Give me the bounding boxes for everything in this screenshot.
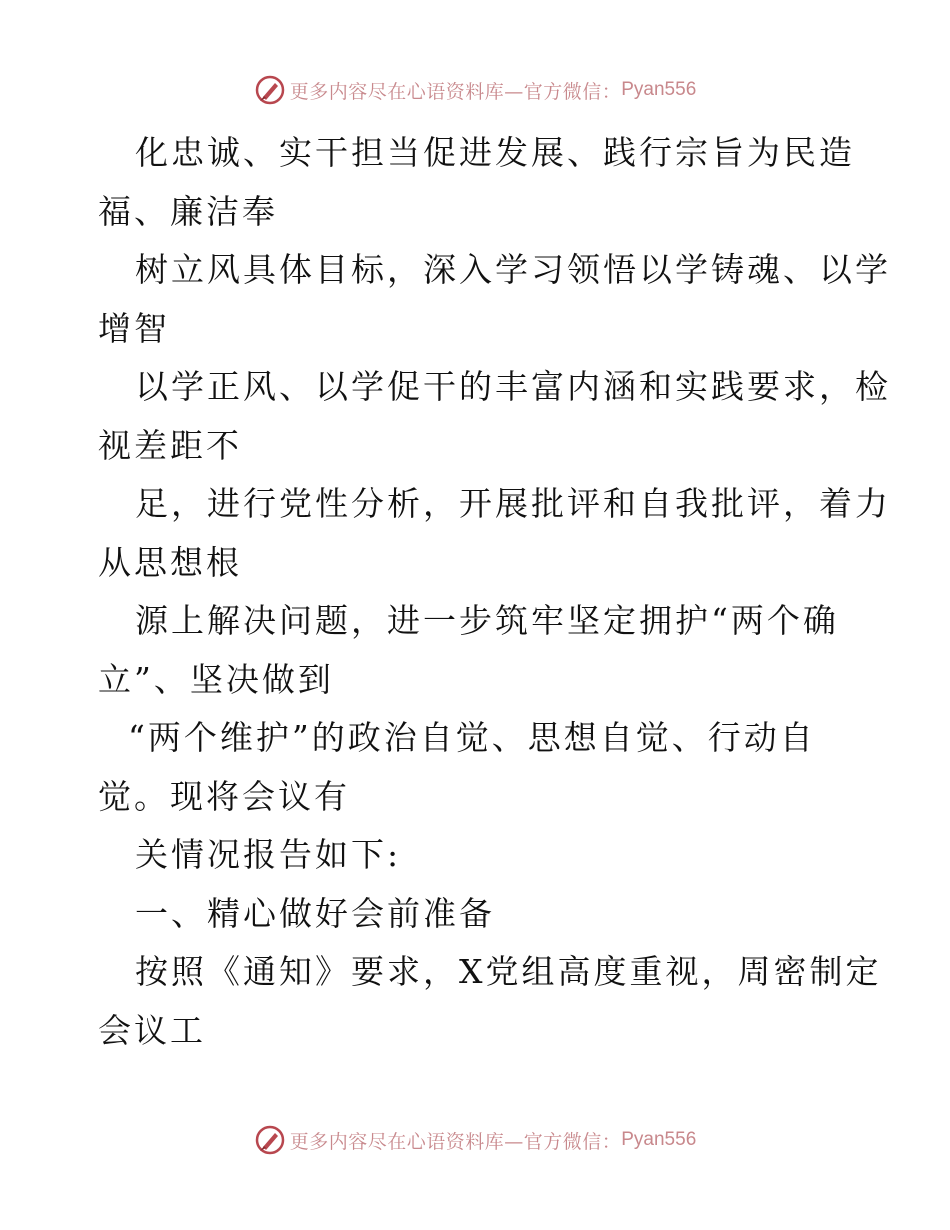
body-line: 源上解决问题，进一步筑牢坚定拥护“两个确: [135, 601, 839, 640]
body-line: 增智: [98, 308, 170, 348]
body-line: 立”、坚决做到: [98, 659, 334, 699]
watermark-id: Pyan556: [621, 79, 697, 100]
body-line: 关情况报告如下:: [135, 835, 402, 874]
body-line: 从思想根: [98, 542, 242, 582]
footer-watermark: [0, 1120, 950, 1160]
pen-nib-logo-icon: [254, 1124, 286, 1156]
watermark-text: 更多内容尽在心语资料库—官方微信：: [289, 1130, 622, 1153]
body-line: 按照《通知》要求，X党组高度重视，周密制定: [135, 952, 882, 991]
body-line: 足，进行党性分析，开展批评和自我批评，着力: [135, 484, 891, 523]
watermark-text: 更多内容尽在心语资料库—官方微信：: [289, 80, 622, 103]
body-line: 视差距不: [98, 425, 242, 465]
document-body: [98, 124, 891, 1060]
watermark-id: Pyan556: [621, 1129, 697, 1150]
body-line: 会议工: [98, 1010, 206, 1050]
header-watermark: [0, 70, 950, 110]
body-line: 以学正风、以学促干的丰富内涵和实践要求，检: [135, 367, 891, 406]
pen-nib-logo-icon: [254, 74, 286, 106]
body-line: 觉。现将会议有: [98, 776, 350, 816]
body-line: 树立风具体目标，深入学习领悟以学铸魂、以学: [135, 250, 891, 289]
body-line: 福、廉洁奉: [98, 191, 278, 231]
body-line: 化忠诚、实干担当促进发展、践行宗旨为民造: [135, 133, 855, 172]
body-line: “两个维护”的政治自觉、思想自觉、行动自: [128, 718, 816, 757]
section-heading: 一、精心做好会前准备: [135, 893, 495, 933]
